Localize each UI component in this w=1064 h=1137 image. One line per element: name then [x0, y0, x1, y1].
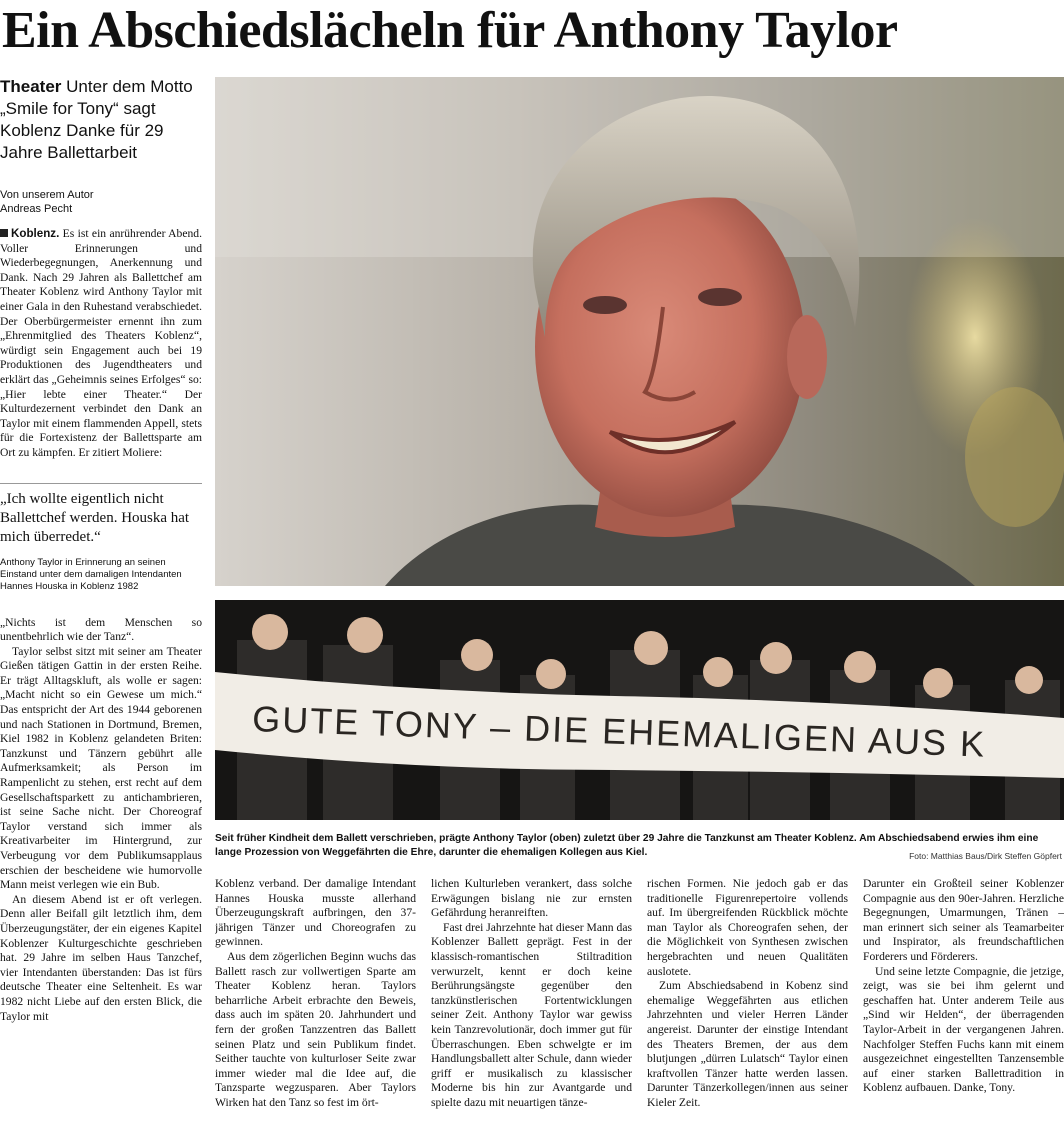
pull-quote: „Ich wollte eigentlich nicht Ballettchef werden. Houska hat mich überredet.“ — [0, 483, 202, 547]
body-paragraph: Taylor selbst sitzt mit seiner am Theater Gießen tätigen Gattin in der ersten Reihe. Er trägt Alltagskluft, als wolle er sagen: „Macht nicht so ein Gewese um mich.“ Das entspricht der Art des 1944 geborenen und nach Stationen in Dortmund, Bremen, Kiel 1982 in Koblenz gelandeten Briten: Tanzkunst und Tänzern gebührt alle Aufmerksamkeit; als Person im Rampenlicht zu stehen, erst recht auf dem Gesellschaftsparkett zu antichambrieren, ist seine Sache nicht. Der Choreograf Taylor verstand sich immer als Kreativarbeiter im Hintergrund, zur Verbeugung vor dem Publikumsapplaus erschien der bescheidene wie humorvolle Mann meist verlegen wie ein Bub. — [0, 644, 202, 892]
body-paragraph: An diesem Abend ist er oft verlegen. Denn aller Beifall gilt letztlich ihm, dem Überzeugungstäter, der ein eigenes Kapitel Koblenzer Kulturgeschichte geschrieben hat. 29 Jahre im selben Haus Tanzchef, vier Intendanten überstanden: Das ist fürs deutsche Theater eine Seltenheit. Es war 1982 nicht Liebe auf den ersten Blick, die Taylor mit — [0, 892, 202, 1023]
body-paragraph: Darunter ein Großteil seiner Koblenzer Compagnie aus den 90er-Jahren. Herzliche Begegnungen, Umarmungen, Tränen – man erinnert sich seiner als Teamarbeiter und Inspirator, als freundschaftlichen Forderers und Förderers. — [863, 877, 1064, 963]
byline — [0, 188, 202, 216]
byline-author: Andreas Pecht — [0, 203, 73, 215]
body-paragraph: Aus dem zögerlichen Beginn wuchs das Ballett rasch zur vollwertigen Sparte am Theater Koblenz heran. Taylors beharrliche Arbeit erbrachte den Beweis, dass auch im späten 20. Jahrhundert und fern der großen Tanzzentren das Ballett seinen Platz und sein Publikum findet. Seither tauchte von kulturloser Seite zwar immer wieder mal die Idee auf, die Tanzsparte wegzusparen. Aber Taylors Wirken hat den Tanz so fest im ört- — [215, 949, 416, 1109]
body-paragraph: Fast drei Jahrzehnte hat dieser Mann das Koblenzer Ballett geprägt. Fest in der klassisch-romantischen Stiltradition verwurzelt, kennt er doch keine Berührungsängste gegenüber den tanzkünstlerischen Fortentwicklungen seiner Zeit. Anthony Taylor war gewiss kein Tanzrevolutionär, doch immer gut für Überraschungen. Eben schwelgte er im Handlungsballett alter Schule, dann wieder griff er musikalisch zu klassischer Moderne bis hin zur Avantgarde und spielte dazu mit neuartigen tänze- — [431, 920, 632, 1109]
photo-credit: Foto: Matthias Baus/Dirk Steffen Göpfert — [909, 851, 1062, 861]
portrait-photo — [215, 77, 1064, 586]
left-column — [0, 76, 202, 1137]
left-body-text — [0, 616, 202, 1025]
article-column-1 — [215, 877, 416, 1137]
body-paragraph: Und seine letzte Compagnie, die jetzige, zeigt, was sie bei ihm gelernt und geschaffen hat. Unter anderem Teile aus „Sind wir Helden“, der überragenden Taylor-Arbeit in der vergangenen Jahren. Nachfolger Steffen Fuchs kann mit einem ausgezeichnet eingestellten Tanzensemble auf einer starken Ballettradition in Koblenz aufbauen. Danke, Tony. — [863, 964, 1064, 1095]
body-paragraph: Koblenz verband. Der damalige Intendant Hannes Houska musste allerhand Überzeugungskraft aufbringen, den 37-jährigen Tänzer und Choreografen zu gewinnen. — [215, 877, 416, 949]
body-paragraph: Zum Abschiedsabend in Kobenz sind ehemalige Weggefährten aus etlichen Jahrzehnten und vieler Herren Länder angereist. Darunter der einstige Intendant des Theaters Bremen, der aus dem blutjungen „dürren Lulatsch“ Taylor einen kraftvollen Tänzer hatte werden lassen. Darunter Tänzerkollegen/innen aus seiner Kieler Zeit. — [647, 979, 848, 1109]
lead-paragraph-text: Es ist ein anrührender Abend. Voller Erinnerungen und Wiederbegegnungen, Anerkennung und Dank. Nach 29 Jahren als Ballettchef am Theater Koblenz wird Anthony Taylor mit einer Gala in den Ruhestand verabschiedet. Der Oberbürgermeister ernennt ihn zum „Ehrenmitglied des Theaters Koblenz“, würdigt sein Engagement auch bei 19 Produktionen des Jugendtheaters und erklärt das „Geheimnis seines Erfolges“ so: „Hier lebte einer Theater.“ Der Kulturdezernent verbindet den Dank an Taylor mit einem flammenden Appell, stets für die Fortexistenz der Ballettsparte am Ort zu kämpfen. Er zitiert Moliere: — [0, 227, 202, 459]
article-column-4 — [863, 877, 1064, 1137]
dateline: Koblenz. — [11, 227, 60, 240]
photo-caption-text: Seit früher Kindheit dem Ballett verschrieben, prägte Anthony Taylor (oben) zuletzt über 29 Jahre die Tanzkunst am Theater Koblenz. Am Abschiedsabend erwies ihm eine lange Prozession von Weggefährten die Ehre, darunter die ehemaligen Kollegen aus Kiel. — [215, 833, 1039, 858]
kicker: Theater — [0, 77, 62, 96]
body-paragraph: lichen Kulturleben verankert, dass solche Erwägungen bislang nie zur ernsten Gefährdung heranreiften. — [431, 877, 632, 920]
banner-text: GUTE TONY – DIE EHEMALIGEN AUS K — [251, 698, 987, 765]
lead-text — [0, 227, 202, 461]
subtitle: Unter dem Motto „Smile for Tony“ sagt Koblenz Danke für 29 Jahre Ballettarbeit — [0, 77, 193, 162]
body-paragraph: rischen Formen. Nie jedoch gab er das traditionelle Figurenrepertoire vollends auf. Im übergreifenden Rückblick möchte man Taylor als Choreografen sehen, der die Möglichkeit von Synthesen zwischen hergebrachten und neuen Qualitäten auslotete. — [647, 877, 848, 978]
headline: Ein Abschiedslächeln für Anthony Taylor — [2, 2, 898, 59]
dateline-marker-icon — [0, 229, 8, 237]
subtitle-block — [0, 76, 202, 164]
article-column-2 — [431, 877, 632, 1137]
body-paragraph: „Nichts ist dem Menschen so unentbehrlich wie der Tanz“. — [0, 615, 202, 644]
portrait-photo-illustration — [215, 77, 1064, 586]
byline-label: Von unserem Autor — [0, 189, 94, 201]
pull-quote-caption: Anthony Taylor in Erinnerung an seinen Einstand unter dem damaligen Intendanten Hannes Houska in Koblenz 1982 — [0, 556, 182, 592]
article-column-3 — [647, 877, 848, 1137]
lead-paragraph — [0, 227, 202, 461]
group-photo — [215, 600, 1064, 820]
